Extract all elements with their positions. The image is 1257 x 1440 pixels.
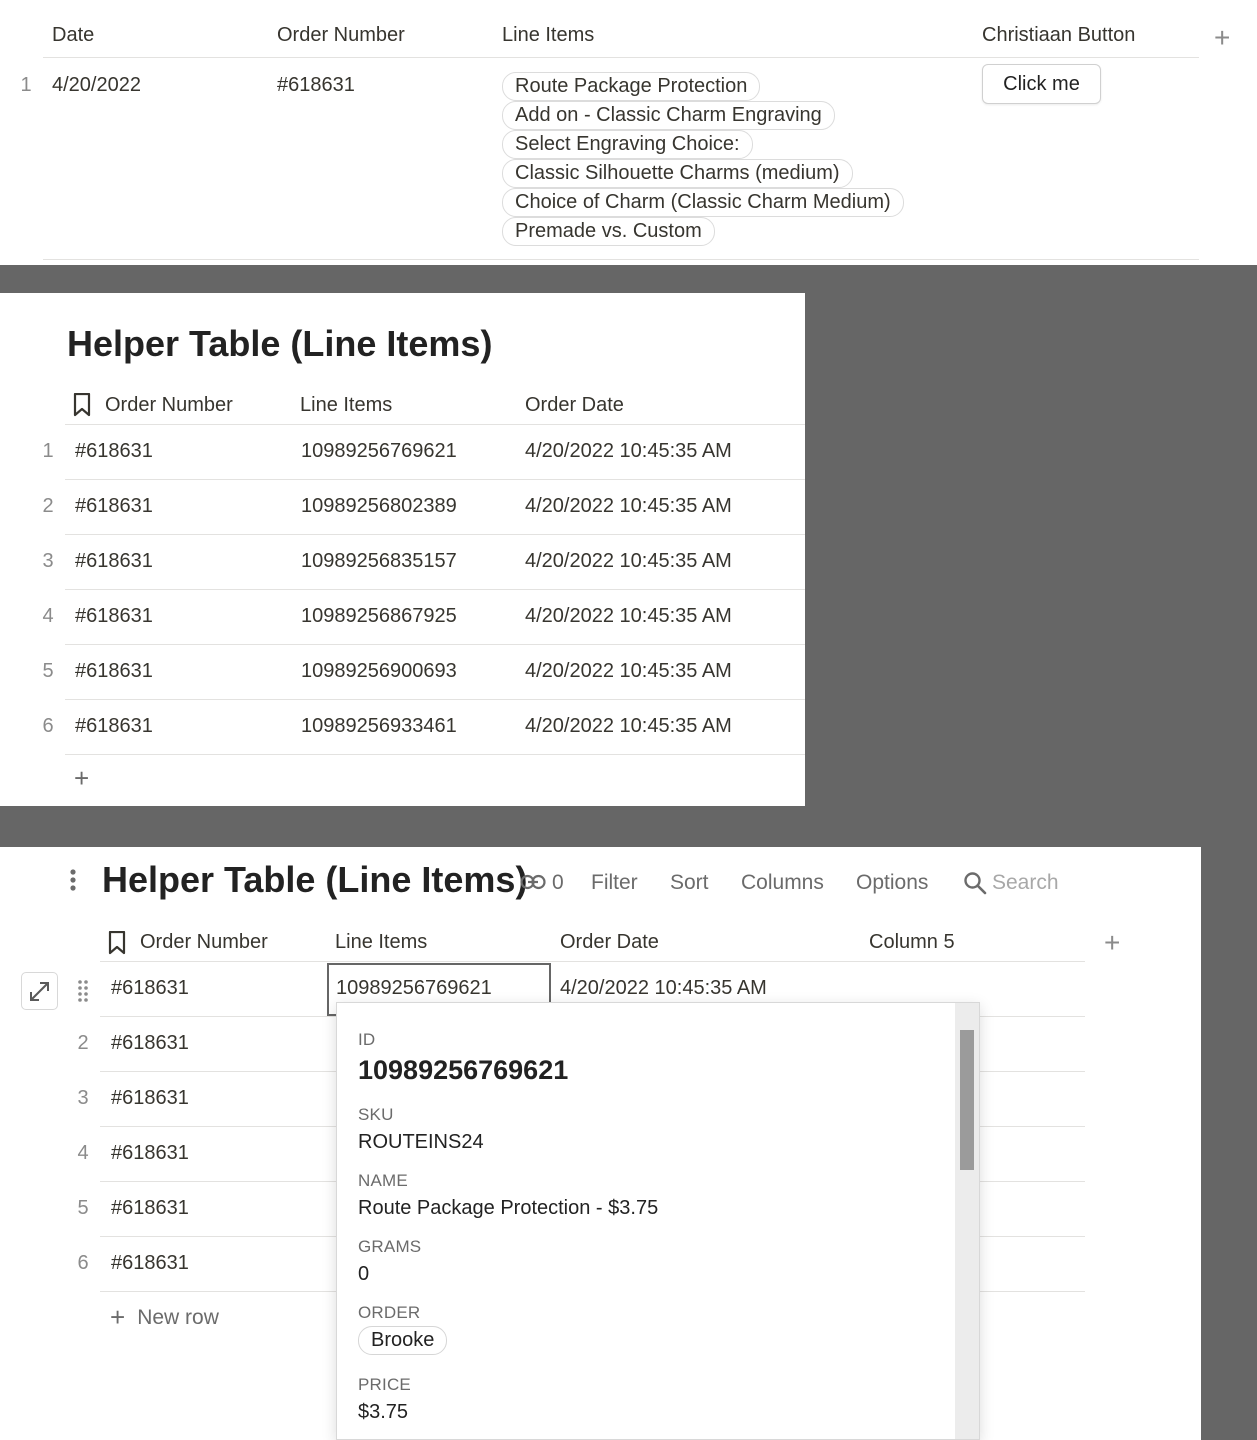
row-number: 2 [42,495,54,517]
line-item-id-cell[interactable]: 10989256900693 [301,660,457,682]
more-options-icon[interactable] [64,867,82,897]
column-header-order-date[interactable]: Order Date [560,931,659,953]
row-divider [43,259,1199,260]
header-divider [43,57,1199,58]
options-button[interactable]: Options [856,871,929,894]
expand-icon [22,973,57,1009]
order-date-cell[interactable]: 4/20/2022 10:45:35 AM [525,605,732,627]
row-divider [65,754,805,755]
grams-value: 0 [358,1263,370,1285]
id-label: ID [358,1030,376,1049]
row-divider [65,699,805,700]
search-icon[interactable] [963,871,987,895]
add-row-plus-icon[interactable]: + [74,763,90,793]
sort-button[interactable]: Sort [670,871,709,894]
row-number: 6 [77,1252,89,1274]
line-item-chip[interactable]: Add on - Classic Charm Engraving [502,101,835,130]
order-number-cell[interactable]: #618631 [111,1197,189,1219]
column-header-line-items[interactable]: Line Items [335,931,428,953]
search-input[interactable]: Search [992,871,1059,894]
line-items-cell[interactable] [502,72,962,246]
line-item-id-cell[interactable]: 10989256867925 [301,605,457,627]
header-divider [100,961,1085,962]
order-chip[interactable]: Brooke [358,1326,447,1355]
line-item-id-cell[interactable]: 10989256769621 [336,977,492,999]
order-number-cell[interactable]: #618631 [75,440,153,462]
id-value: 10989256769621 [358,1055,569,1085]
plus-icon: + [110,1302,126,1332]
line-item-id-cell[interactable]: 10989256769621 [301,440,457,462]
order-number-cell[interactable]: #618631 [75,660,153,682]
link-count[interactable]: 0 [552,871,564,894]
name-label: NAME [358,1171,408,1190]
column-header-christiaan-button[interactable]: Christiaan Button [982,24,1136,46]
sku-value: ROUTEINS24 [358,1131,484,1153]
column-header-order-number[interactable]: Order Number [277,24,405,46]
order-date-cell[interactable]: 4/20/2022 10:45:35 AM [525,550,732,572]
order-number-cell[interactable]: #618631 [75,550,153,572]
filter-button[interactable]: Filter [591,871,638,894]
row-number: 1 [42,440,54,462]
order-date-cell[interactable]: 4/20/2022 10:45:35 AM [525,440,732,462]
header-divider [65,424,805,425]
column-header-line-items[interactable]: Line Items [300,394,393,416]
order-label: ORDER [358,1303,421,1322]
name-value: Route Package Protection - $3.75 [358,1197,659,1219]
column-header-order-number[interactable]: Order Number [105,394,233,416]
orders-table-panel [0,0,1257,265]
order-number-cell[interactable]: #618631 [75,495,153,517]
order-number-cell[interactable]: #618631 [111,977,189,999]
grams-label: GRAMS [358,1237,422,1256]
column-header-column-5[interactable]: Column 5 [869,931,955,953]
new-row-button[interactable] [110,1302,219,1333]
column-header-order-date[interactable]: Order Date [525,394,624,416]
price-label: PRICE [358,1375,411,1394]
line-item-id-cell[interactable]: 10989256835157 [301,550,457,572]
add-column-plus-icon[interactable]: + [1104,927,1121,958]
row-number: 3 [42,550,54,572]
order-number-cell[interactable]: #618631 [111,1087,189,1109]
row-number: 2 [77,1032,89,1054]
line-item-chip[interactable]: Classic Silhouette Charms (medium) [502,159,853,188]
line-item-id-cell[interactable]: 10989256802389 [301,495,457,517]
order-date-cell[interactable]: 4/20/2022 10:45:35 AM [525,715,732,737]
order-date-cell[interactable]: 4/20/2022 10:45:35 AM [525,495,732,517]
columns-button[interactable]: Columns [741,871,824,894]
order-number-cell[interactable]: #618631 [111,1032,189,1054]
line-item-chip[interactable]: Choice of Charm (Classic Charm Medium) [502,188,904,217]
row-number: 1 [20,74,32,96]
order-number-cell[interactable]: #618631 [75,715,153,737]
row-number: 6 [42,715,54,737]
order-number-cell[interactable]: #618631 [277,74,355,96]
row-number: 4 [42,605,54,627]
scrollbar-thumb[interactable] [960,1030,974,1170]
bookmark-icon [73,393,91,417]
drag-handle-icon[interactable] [76,978,90,1002]
order-number-cell[interactable]: #618631 [111,1252,189,1274]
new-row-label: New row [137,1306,219,1329]
bookmark-icon [108,931,126,955]
expand-row-button[interactable] [21,972,58,1010]
order-number-cell[interactable]: #618631 [75,605,153,627]
row-divider [65,534,805,535]
row-divider [65,479,805,480]
line-item-id-cell[interactable]: 10989256933461 [301,715,457,737]
line-item-chip[interactable]: Premade vs. Custom [502,217,715,246]
table-title: Helper Table (Line Items) [67,323,493,364]
helper-table-static-panel [0,293,805,806]
column-header-date[interactable]: Date [52,24,95,46]
row-number: 5 [77,1197,89,1219]
row-number: 5 [42,660,54,682]
table-title: Helper Table (Line Items) [102,859,528,900]
order-date-cell[interactable]: 4/20/2022 10:45:35 AM [560,977,767,999]
row-divider [65,589,805,590]
order-date-cell[interactable]: 4/20/2022 10:45:35 AM [525,660,732,682]
add-column-plus-icon[interactable]: + [1214,22,1231,53]
order-number-cell[interactable]: #618631 [111,1142,189,1164]
sku-label: SKU [358,1105,394,1124]
price-value: $3.75 [358,1401,409,1423]
line-item-chip[interactable]: Route Package Protection [502,72,760,101]
row-number: 3 [77,1087,89,1109]
column-header-line-items[interactable]: Line Items [502,24,595,46]
link-icon[interactable] [520,873,546,891]
row-divider [65,644,805,645]
column-header-order-number[interactable]: Order Number [140,931,268,953]
order-date-cell[interactable]: 4/20/2022 [52,74,141,96]
row-number: 4 [77,1142,89,1164]
click-me-button[interactable]: Click me [982,64,1101,104]
line-item-chip[interactable]: Select Engraving Choice: [502,130,753,159]
line-item-detail-popup[interactable] [336,1002,980,1440]
